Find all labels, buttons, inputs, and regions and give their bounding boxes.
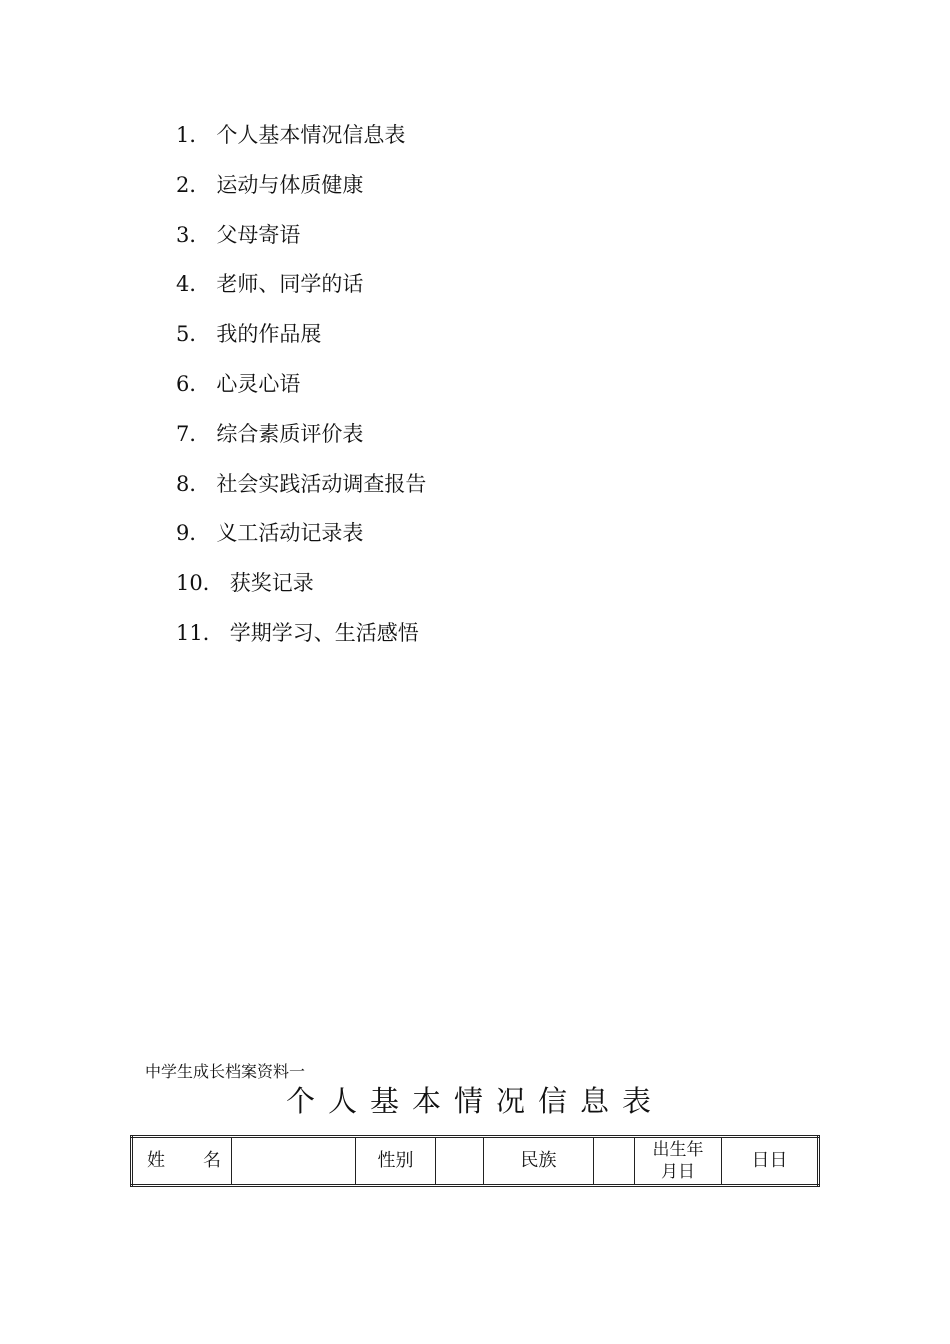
form-subheader: 中学生成长档案资料一 [145, 1062, 306, 1081]
toc-item-label: 运动与体质健康 [216, 172, 364, 197]
toc-item-number: 11． [176, 620, 224, 645]
toc-item [176, 566, 426, 616]
toc-item-label: 综合素质评价表 [216, 421, 364, 446]
name-value-cell[interactable] [232, 1137, 356, 1186]
birth-date-label-line-1: 出生年 [652, 1140, 704, 1160]
name-label-cell [132, 1137, 232, 1186]
toc-item-number: 8． [176, 471, 211, 496]
table-of-contents [176, 118, 426, 666]
toc-item-label: 社会实践活动调查报告 [216, 471, 427, 496]
toc-item-label: 老师、同学的话 [216, 272, 364, 297]
toc-item [176, 168, 426, 218]
toc-item-label: 我的作品展 [216, 322, 322, 347]
name-label-char-2: 名 [203, 1150, 221, 1171]
toc-item-label: 获奖记录 [229, 571, 314, 596]
toc-item [176, 317, 426, 367]
ethnicity-value-cell[interactable] [594, 1137, 635, 1186]
toc-item-number: 3． [176, 222, 211, 247]
toc-item-label: 学期学习、生活感悟 [229, 620, 419, 645]
toc-item [176, 516, 426, 566]
birth-date-label-line-2: 月日 [661, 1162, 695, 1182]
toc-item-number: 10． [176, 571, 224, 596]
toc-item-number: 9． [176, 521, 211, 546]
form-title: 个人基本情况信息表 [285, 1084, 664, 1118]
table-row [132, 1137, 819, 1186]
ethnicity-label-cell: 民族 [484, 1137, 594, 1186]
birth-date-label-cell [635, 1137, 722, 1186]
toc-item-number: 4． [176, 272, 211, 297]
toc-item [176, 267, 426, 317]
toc-item [176, 467, 426, 517]
toc-item-label: 父母寄语 [216, 222, 301, 247]
personal-info-table [130, 1135, 820, 1187]
gender-label-cell: 性别 [356, 1137, 436, 1186]
gender-value-cell[interactable] [436, 1137, 484, 1186]
toc-item-number: 5． [176, 322, 211, 347]
toc-item-label: 个人基本情况信息表 [216, 123, 406, 147]
toc-item-number: 6． [176, 371, 211, 396]
toc-item-number: 7． [176, 421, 211, 446]
toc-item [176, 616, 426, 666]
birth-date-value-cell[interactable]: 日日 [722, 1137, 819, 1186]
toc-item [176, 417, 426, 467]
toc-item-number: 2． [176, 172, 211, 197]
toc-item-label: 心灵心语 [216, 371, 301, 396]
toc-item [176, 118, 426, 168]
toc-item-number: 1． [176, 123, 211, 147]
toc-item-label: 义工活动记录表 [216, 521, 364, 546]
toc-item [176, 367, 426, 417]
name-label-char-1: 姓 [147, 1150, 165, 1171]
toc-item [176, 218, 426, 268]
